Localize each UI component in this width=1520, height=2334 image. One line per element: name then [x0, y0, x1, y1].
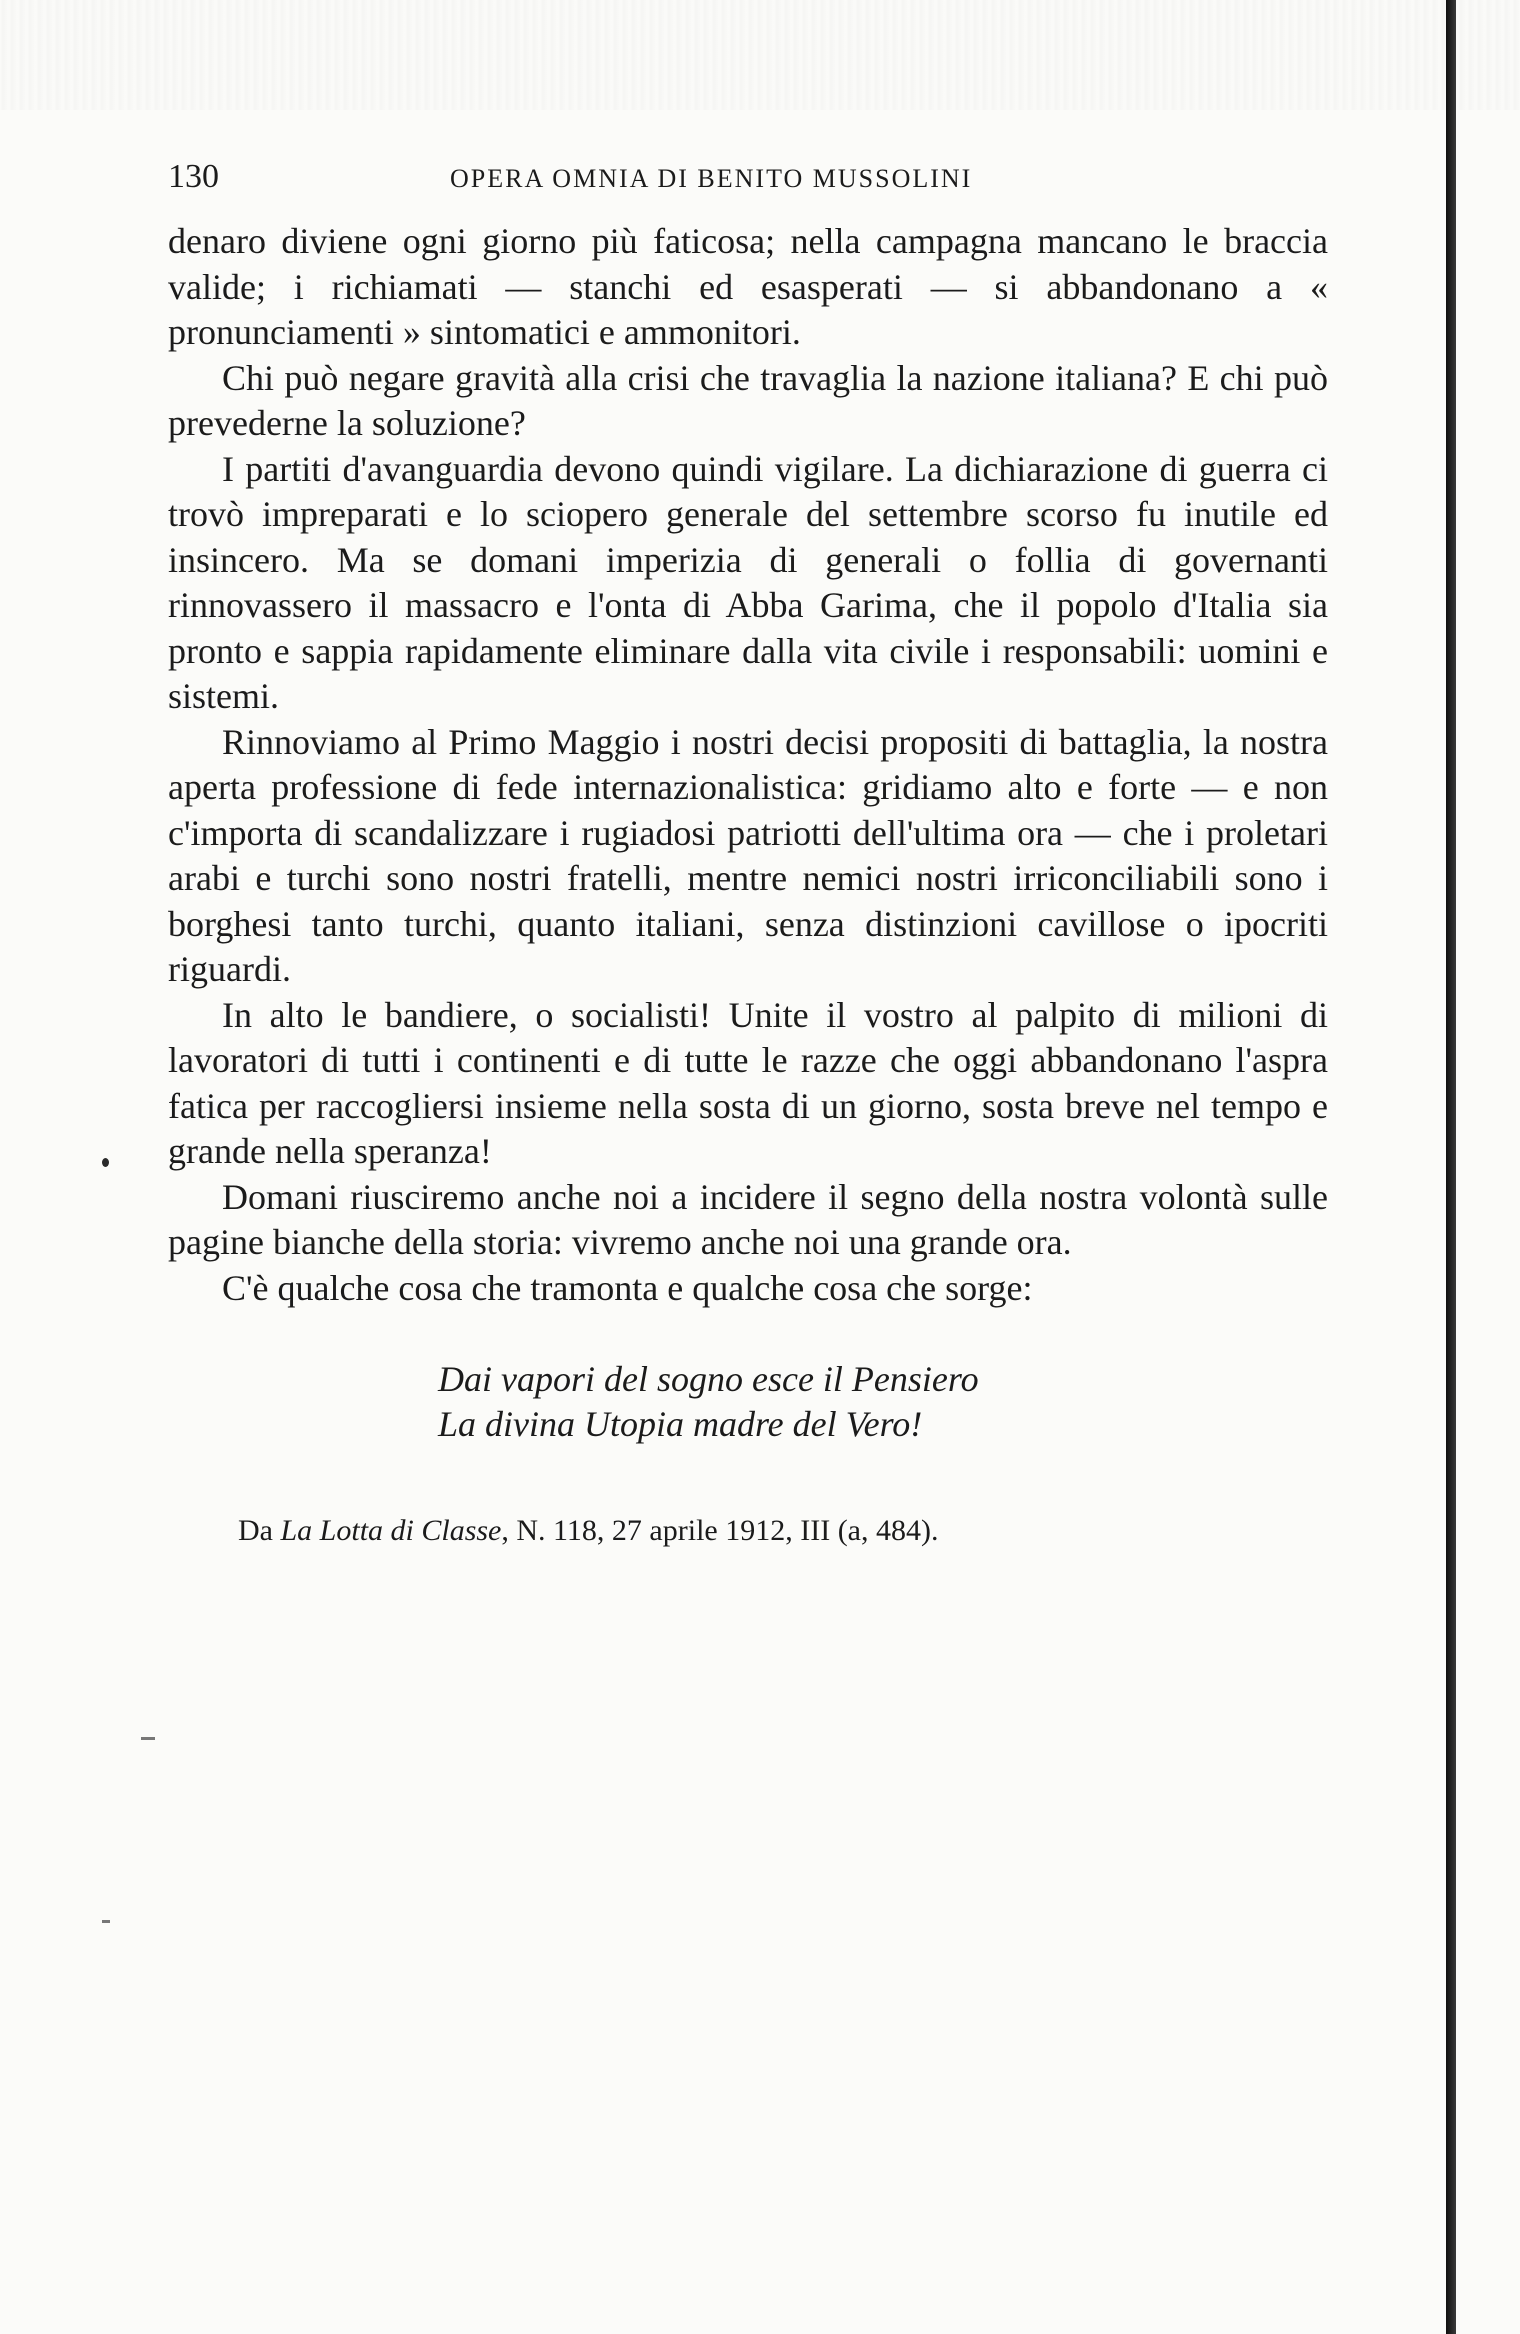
source-prefix: Da [238, 1514, 273, 1547]
source-publication: La Lotta di Classe [280, 1514, 502, 1547]
paragraph: Chi può negare gravità alla crisi che travaglia la nazione italiana? E chi può prevederne la soluzione? [168, 357, 1328, 443]
source-citation [238, 1514, 1238, 1548]
paragraph: I partiti d'avanguardia devono quindi vigilare. La dichiarazione di guerra ci trovò impreparati e lo sciopero generale del settembre scorso fu inutile ed insincero. Ma se domani imperizia di generali o follia di governanti rinnovassero il massacro e l'onta di Abba Garima, che il popolo d'Italia sia pronto e sappia rapidamente eliminare dalla vita civile i responsabili: uomini e sistemi. [168, 448, 1328, 716]
source-details: , N. 118, 27 aprile 1912, III (a, 484). [501, 1514, 939, 1547]
paragraph: Domani riusciremo anche noi a incidere il segno della nostra volontà sulle pagine bianche della storia: vivremo anche noi una grande ora. [168, 1176, 1328, 1262]
running-head [168, 158, 1168, 196]
verse-line: La divina Utopia madre del Vero! [438, 1404, 923, 1444]
verse-line: Dai vapori del sogno esce il Pensiero [438, 1359, 979, 1399]
running-title: OPERA OMNIA DI BENITO MUSSOLINI [450, 164, 973, 193]
paragraph: Rinnoviamo al Primo Maggio i nostri decisi propositi di battaglia, la nostra aperta professione di fede internazionalistica: gridiamo alto e forte — e non c'importa di scandalizzare i rugiadosi patriotti dell'ultima ora — che i proletari arabi e turchi sono nostri fratelli, mentre nemici nostri irriconciliabili sono i borghesi tanto turchi, quanto italiani, senza distinzioni cavillose o ipocriti riguardi. [168, 721, 1328, 989]
paragraph: denaro diviene ogni giorno più faticosa; nella campagna mancano le braccia valide; i richiamati — stanchi ed esasperati — si abbandonano a « pronunciamenti » sintomatici e ammonitori. [168, 221, 1328, 352]
paragraph: In alto le bandiere, o socialisti! Unite il vostro al palpito di milioni di lavoratori di tutti i continenti e di tutte le razze che oggi abbandonano l'aspra fatica per raccogliersi insieme nella sosta di un giorno, sosta breve nel tempo e grande nella speranza! [168, 994, 1328, 1171]
page-number: 130 [168, 158, 219, 195]
body-text [168, 219, 1328, 1311]
verse-quote [438, 1357, 1138, 1447]
paragraph: C'è qualche cosa che tramonta e qualche cosa che sorge: [222, 1267, 1033, 1308]
